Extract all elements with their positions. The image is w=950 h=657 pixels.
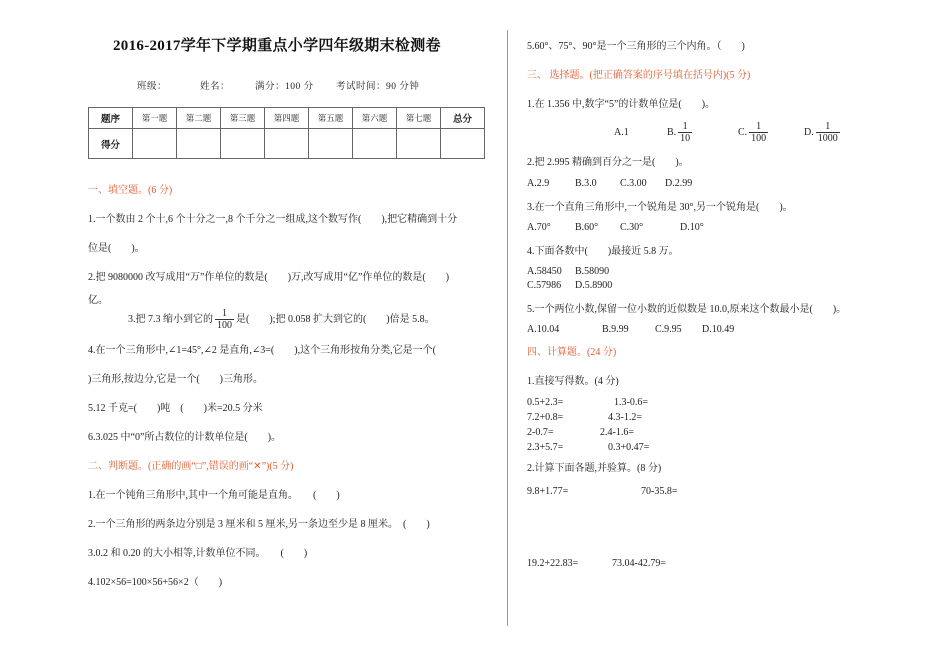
section4-title: 四、计算题。(24 分) [527, 347, 617, 358]
score-table-total: 总分 [441, 108, 485, 129]
score-cell[interactable] [441, 129, 485, 159]
choice-q5-option-c[interactable]: C.9.95 [655, 324, 682, 335]
score-cell[interactable] [309, 129, 353, 159]
fraction-numerator: 1 [749, 121, 768, 133]
fill-q1-line2: 位是( )。 [88, 243, 145, 254]
score-table-header-row [89, 108, 485, 129]
fill-q1-line1: 1.一个数由 2 个十,6 个十分之一,8 个千分之一组成,这个数写作( ),把它精确到十分 [88, 214, 458, 225]
option-prefix: C. [738, 126, 748, 138]
choice-q1-option-b[interactable] [667, 121, 694, 144]
direct-calc-item: 4.3-1.2= [608, 412, 642, 423]
score-table-col-1: 第一题 [133, 108, 177, 129]
score-table-col-3: 第三题 [221, 108, 265, 129]
choice-q2-option-c[interactable]: C.3.00 [620, 178, 647, 189]
score-table-col-5: 第五题 [309, 108, 353, 129]
judge-q5: 5.60°、75°、90°是一个三角形的三个内角。（ ) [527, 41, 745, 52]
score-table-col-7: 第七题 [397, 108, 441, 129]
score-row-label: 得分 [89, 129, 133, 159]
choice-q1-option-a[interactable] [614, 127, 629, 138]
choice-q3-option-a[interactable]: A.70° [527, 222, 551, 233]
direct-calc-item: 1.3-0.6= [614, 397, 648, 408]
direct-calc-item: 2.4-1.6= [600, 427, 634, 438]
fill-q5: 5.12 千克=( )吨 ( )米=20.5 分米 [88, 403, 263, 414]
fraction-numerator: 1 [215, 308, 234, 320]
choice-q5-option-a[interactable]: A.10.04 [527, 324, 560, 335]
calc-item: 70-35.8= [641, 486, 678, 497]
exam-time-label: 考试时间：90 分钟 [336, 82, 420, 92]
score-cell[interactable] [397, 129, 441, 159]
choice-q2-option-d[interactable]: D.2.99 [665, 178, 693, 189]
score-cell[interactable] [265, 129, 309, 159]
fill-q3-suffix: 是( );把 0.058 扩大到它的( )倍是 5.8。 [236, 313, 435, 325]
fraction-denominator: 100 [217, 320, 232, 331]
direct-calc-item: 2-0.7= [527, 427, 554, 438]
fill-q2-line1: 2.把 9080000 改写成用“万”作单位的数是( )万,改写成用“亿”作单位的数是( ) [88, 272, 450, 283]
choice-q4-option-c[interactable]: C.57986 [527, 280, 562, 291]
choice-q4-option-d[interactable]: D.5.8900 [575, 280, 613, 291]
fraction-denominator: 1000 [817, 133, 838, 144]
fill-q4-line2: )三角形,按边分,它是一个( )三角形。 [88, 374, 263, 385]
choice-q1-option-c[interactable] [738, 121, 770, 144]
choice-q3-option-d[interactable]: D.10° [680, 222, 704, 233]
fraction-denominator: 100 [751, 133, 767, 144]
name-label: 姓名： [200, 82, 231, 92]
score-table-col-2: 第二题 [177, 108, 221, 129]
choice-q5: 5.一个两位小数,保留一位小数的近似数是 10.0,原来这个数最小是( )。 [527, 304, 847, 315]
calc-item: 19.2+22.83= [527, 558, 579, 569]
option-label: A.1 [614, 127, 629, 138]
choice-q3-option-b[interactable]: B.60° [575, 222, 599, 233]
choice-q4-option-a[interactable]: A.58450 [527, 266, 562, 277]
class-label: 班级： [137, 82, 168, 92]
calc-item: 9.8+1.77= [527, 486, 569, 497]
score-table [88, 107, 485, 159]
choice-q2-option-a[interactable]: A.2.9 [527, 178, 550, 189]
judge-q2: 2.一个三角形的两条边分别是 3 厘米和 5 厘米,另一条边至少是 8 厘米。 ( ) [88, 519, 430, 530]
fraction-numerator: 1 [816, 121, 840, 133]
choice-q4-option-b[interactable]: B.58090 [575, 266, 610, 277]
calc-sub1-title: 1.直接写得数。(4 分) [527, 376, 619, 387]
page-title: 2016-2017学年下学期重点小学四年级期末检测卷 [113, 38, 441, 54]
judge-q4: 4.102×56=100×56+56×2（ ) [88, 577, 223, 588]
choice-q3-option-c[interactable]: C.30° [620, 222, 644, 233]
fill-q2-line2: 亿。 [88, 295, 108, 306]
score-table-row-label: 题序 [89, 108, 133, 129]
fraction [678, 121, 692, 144]
choice-q5-option-b[interactable]: B.9.99 [602, 324, 629, 335]
fraction-denominator: 10 [680, 133, 691, 144]
section1-title: 一、填空题。(6 分) [88, 185, 173, 196]
fill-q3-prefix: 3.把 7.3 缩小到它的 [128, 313, 213, 325]
choice-q2: 2.把 2.995 精确到百分之一是( )。 [527, 157, 689, 168]
direct-calc-item: 7.2+0.8= [527, 412, 564, 423]
fraction-numerator: 1 [678, 121, 692, 133]
fill-q6: 6.3.025 中“0”所占数位的计数单位是( )。 [88, 432, 282, 443]
section2-title: 二、判断题。(正确的画“□”,错误的画“✕”)(5 分) [88, 461, 294, 472]
score-table-col-6: 第六题 [353, 108, 397, 129]
score-table-score-row [89, 129, 485, 159]
judge-q3: 3.0.2 和 0.20 的大小相等,计数单位不同。 ( ) [88, 548, 308, 559]
calc-sub2-title: 2.计算下面各题,并验算。(8 分) [527, 463, 662, 474]
fraction [215, 308, 234, 331]
choice-q1-option-d[interactable] [804, 121, 842, 144]
fill-q3 [128, 308, 435, 331]
full-score-label: 满分：100 分 [255, 82, 314, 92]
option-prefix: B. [667, 126, 677, 138]
choice-q2-option-b[interactable]: B.3.0 [575, 178, 597, 189]
column-divider [507, 30, 508, 626]
option-prefix: D. [804, 126, 814, 138]
direct-calc-item: 2.3+5.7= [527, 442, 564, 453]
fraction [816, 121, 840, 144]
calc-item: 73.04-42.79= [612, 558, 666, 569]
score-cell[interactable] [353, 129, 397, 159]
choice-q4: 4.下面各数中( )最接近 5.8 万。 [527, 246, 679, 257]
fill-q4-line1: 4.在一个三角形中,∠1=45°,∠2 是直角,∠3=( ),这个三角形按角分类,它是一个( [88, 345, 436, 356]
section3-title: 三、 选择题。(把正确答案的序号填在括号内)(5 分) [527, 70, 751, 81]
direct-calc-item: 0.3+0.47= [608, 442, 650, 453]
score-cell[interactable] [221, 129, 265, 159]
choice-q3: 3.在一个直角三角形中,一个锐角是 30°,另一个锐角是( )。 [527, 202, 793, 213]
score-cell[interactable] [133, 129, 177, 159]
score-table-col-4: 第四题 [265, 108, 309, 129]
judge-q1: 1.在一个钝角三角形中,其中一个角可能是直角。 ( ) [88, 490, 340, 501]
direct-calc-item: 0.5+2.3= [527, 397, 564, 408]
fraction [749, 121, 768, 144]
choice-q5-option-d[interactable]: D.10.49 [702, 324, 735, 335]
choice-q1: 1.在 1.356 中,数字“5”的计数单位是( )。 [527, 99, 716, 110]
score-cell[interactable] [177, 129, 221, 159]
